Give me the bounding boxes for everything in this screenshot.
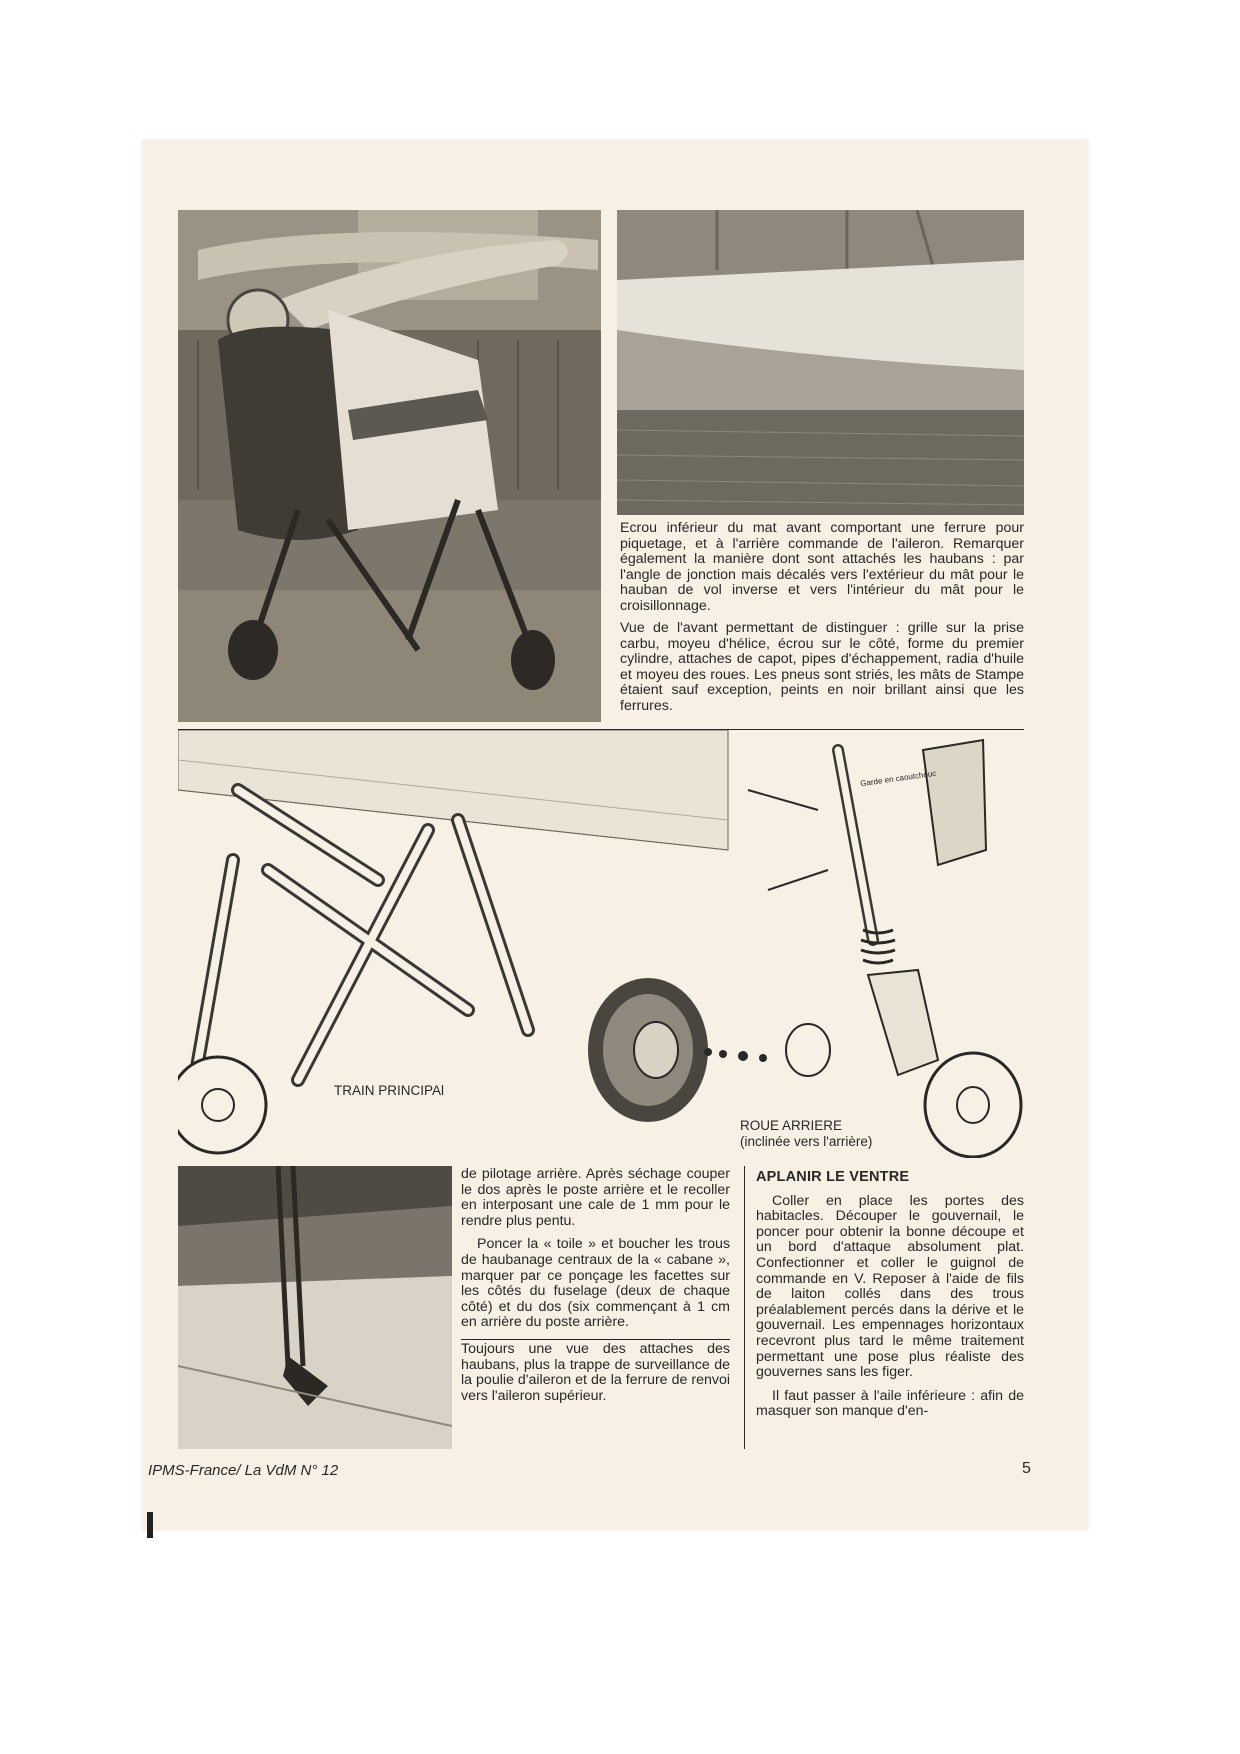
page-number: 5 (1022, 1460, 1031, 1477)
col1-paragraph-2: Poncer la « toile » et boucher les trous de haubanage centraux de la « cabane », marquer par ce ponçage les facettes sur les côtés du fuselage (deux de chaque côté) et du dos (six commençant à 1 cm en arrière du poste arrière. (461, 1236, 730, 1331)
photo-front-view (178, 210, 601, 722)
column-left (461, 1167, 730, 1412)
photo-wing-underside (617, 210, 1024, 515)
publication-footer: IPMS-France/ La VdM N° 12 (148, 1462, 339, 1479)
main-gear-label: TRAIN PRINCIPAl (334, 1083, 445, 1098)
caption-front-view: Vue de l'avant permettant de distinguer : grille sur la prise carbu, moyeu d'hélice, écrou sur le côté, forme du premier cylindre, attaches de capot, pipes d'échappement, radia d'huile et moyeu des roues. Les pneus sont striés, les mâts de Stampe étaient sauf exception, peints en noir brillant ainsi que les ferrures. (620, 620, 1024, 714)
col2-paragraph-2: Il faut passer à l'aile inférieure : afin de masquer son manque d'en- (756, 1387, 1024, 1420)
tail-annotation: Garde en caoutchouc (859, 768, 937, 789)
column-rule (744, 1166, 745, 1449)
scan-edge-mark (147, 1512, 153, 1538)
caption-wing-strut: Ecrou inférieur du mat avant comportant une ferrure pour piquetage, et à l'arrière commande de l'aileron. Remarquer également la manière dont sont attachés les haubans : par l'angle de jonction mais décalés vers l'extérieur du mât pour le hauban de vol inverse et vers l'intérieur du mât pour le croisillonnage. (620, 520, 1024, 614)
tail-wheel-label: ROUE ARRIERE (740, 1118, 843, 1133)
caption-strut-photo: Toujours une vue des attaches des haubans, plus la trappe de surveillance de la poulie d'aileron et de la ferrure de renvoi vers l'aileron supérieur. (461, 1340, 730, 1404)
col2-paragraph-1: Coller en place les portes des habitacles. Découper le gouvernail, le poncer pour obtenir la bonne découpe et un bord d'attaque absolument plat. Confectionner et coller le guignol de commande en V. Reposer à l'aide de fils de laiton collés dans des trous préalablement percés dans la dérive et le gouvernail. Les empennages horizontaux recevront plus tard le même traitement permettant une pose plus réaliste des gouvernes sans les figer. (756, 1192, 1024, 1381)
col1-paragraph-1: de pilotage arrière. Après séchage couper le dos après le poste arrière et le recoller en interposant une cale de 1 mm pour le rendre plus pentu. (461, 1166, 730, 1229)
column-right (756, 1170, 1024, 1428)
section-heading: APLANIR LE VENTRE (756, 1169, 910, 1185)
photo-strut-attachments (178, 1166, 452, 1449)
tail-wheel-note: (inclinée vers l'arrière) (740, 1134, 873, 1149)
landing-gear-diagram (178, 729, 1024, 1158)
